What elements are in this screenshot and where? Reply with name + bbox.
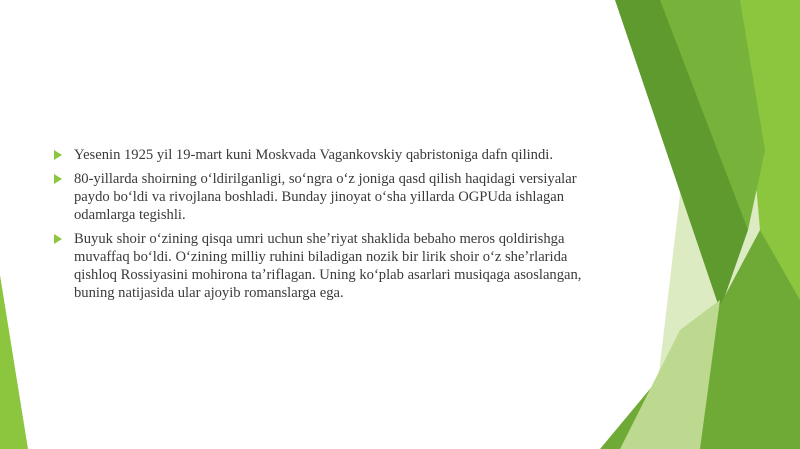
triangle-right-icon (54, 150, 62, 160)
bullet-text: 80-yillarda shoirning oʻldirilganligi, soʻngra oʻz joniga qasd qilish haqidagi versiyalar paydo boʻldi va rivojlana boshladi. Bunday jinoyat oʻsha yillarda OGPUda ishlagan odamlarga tegishli. (74, 171, 577, 223)
bullet-item (52, 230, 612, 302)
bullet-item (52, 170, 612, 224)
bullet-text: Yesenin 1925 yil 19-mart kuni Moskvada Vagankovskiy qabristoniga dafn qilindi. (74, 147, 553, 163)
bullet-text: Buyuk shoir oʻzining qisqa umri uchun sheʼriyat shaklida bebaho meros qoldirishga muvaffaq boʻldi. Oʻzining milliy ruhini biladigan nozik bir lirik shoir oʻz sheʼrlarida qishloq Rossiyasini mohirona taʼriflagan. Uning koʻplab asarlari musiqaga asoslangan, buning natijasida ular ajoyib romanslarga ega. (74, 231, 582, 301)
slide-content (52, 146, 612, 308)
bullet-list (52, 146, 612, 302)
triangle-right-icon (54, 234, 62, 244)
triangle-right-icon (54, 174, 62, 184)
deco-shape-left (0, 275, 28, 449)
bullet-item (52, 146, 612, 164)
